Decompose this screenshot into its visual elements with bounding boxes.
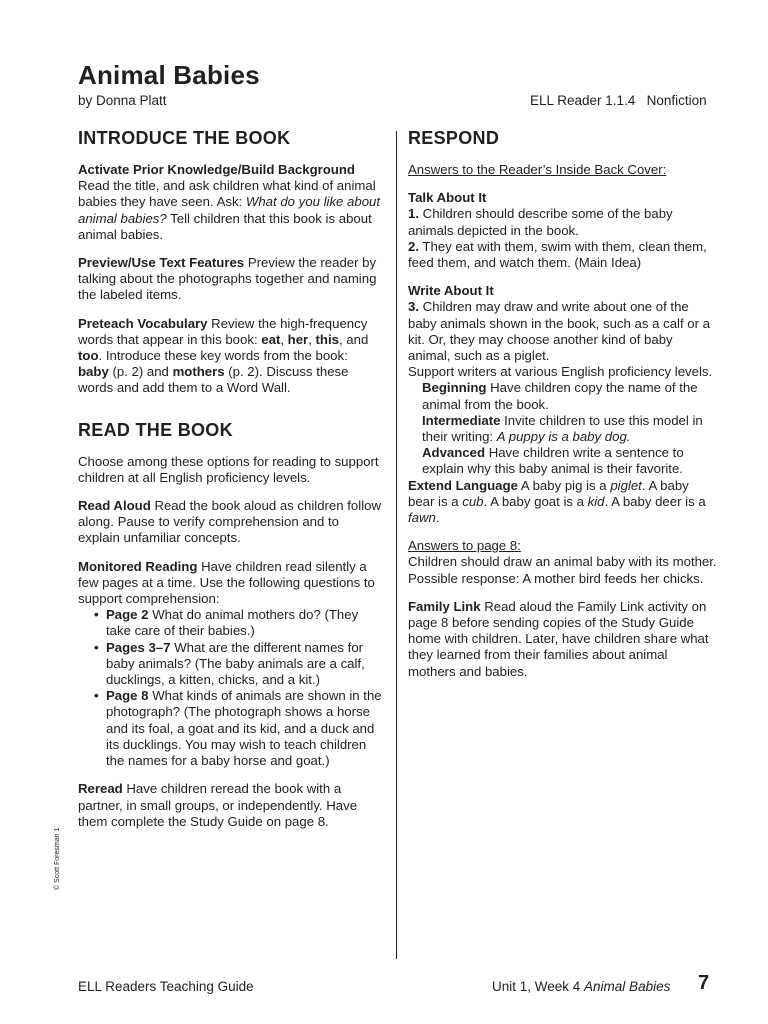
left-column (78, 127, 382, 842)
talk-answer-1: Children should describe some of the baby animals depicted in the book. (408, 206, 673, 238)
monitored-label: Monitored Reading (78, 558, 198, 574)
extend-word: kid (587, 493, 605, 509)
activate-paragraph (78, 162, 382, 243)
bullet-dot: • (94, 607, 99, 623)
right-column (408, 127, 718, 692)
intermediate-label: Intermediate (422, 412, 501, 428)
extend-paragraph (408, 478, 718, 527)
family-text: Read aloud the Family Link activity on page 8 before sending copies of the Study Guide home with children. Later, have children share what they learned from their families about animal mothers and babies. (408, 598, 709, 679)
bullet-text: What kinds of animals are shown in the photograph? (The photograph shows a horse and its foal, a goat and its kid, and a duck and its ducklings. You may wish to teach children the names for a baby horse and goat.) (106, 688, 382, 769)
vocab-word: this (315, 331, 339, 347)
bullet-dot: • (94, 639, 99, 655)
read-intro: Choose among these options for reading to support children at all English proficiency levels. (78, 453, 379, 485)
key-word: baby (78, 364, 109, 380)
item-number: 1. (408, 206, 419, 222)
write-heading: Write About It (408, 283, 494, 299)
intermediate-text: Invite children to use this model in their writing: (422, 412, 703, 445)
monitored-paragraph (78, 559, 382, 608)
bullet-dot: • (94, 688, 99, 704)
support-text: Support writers at various English proficiency levels. (408, 364, 713, 380)
extend-word: fawn (408, 510, 436, 526)
page8-answer: Children should draw an animal baby with its mother. Possible response: A mother bird feeds her chicks. (408, 554, 717, 586)
extend-word: piglet (610, 477, 642, 493)
item-number: 3. (408, 299, 419, 315)
extend-text: A baby pig is a (517, 477, 611, 493)
bullet-label: Page 2 (106, 607, 149, 623)
read-heading: READ THE BOOK (78, 419, 233, 440)
reread-label: Reread (78, 781, 123, 797)
preteach-sep: , (308, 331, 316, 347)
preteach-label: Preteach Vocabulary (78, 315, 208, 331)
question-bullet (78, 607, 382, 639)
copyright-notice: © Scott Foresman 1 (54, 827, 61, 890)
answers-label: Answers to the Reader’s Inside Back Cover: (408, 162, 667, 177)
preteach-sep: , (280, 331, 288, 347)
monitored-text: Have children read silently a few pages at a time. Use the following questions to support comprehension: (78, 558, 375, 607)
page8-section (408, 538, 718, 587)
write-section (408, 283, 718, 380)
advanced-level (422, 445, 718, 477)
bullet-label: Pages 3–7 (106, 639, 171, 655)
extend-text: . A baby deer is a (604, 493, 706, 509)
extend-label: Extend Language (408, 477, 518, 493)
preteach-paragraph (78, 316, 382, 397)
read-aloud-text: Read the book aloud as children follow along. Pause to verify comprehension and to explain unfamiliar concepts. (78, 498, 381, 546)
respond-heading: RESPOND (408, 128, 500, 148)
author-byline: by Donna Platt (78, 93, 167, 108)
page-number: 7 (698, 972, 710, 994)
extend-word: cub (462, 493, 484, 509)
talk-answer-2: They eat with them, swim with them, clean them, feed them, and watch them. (Main Idea) (408, 238, 707, 271)
vocab-word: eat (261, 331, 281, 347)
answers-page8-label: Answers to page 8: (408, 538, 521, 554)
vocab-word: her (287, 331, 309, 347)
footer-unit-label: Unit 1, Week 4 (492, 979, 585, 994)
write-answer-3: Children may draw and write about one of the baby animals shown in the book, such as a calf or a kit. Or, they may choose another kind of baby animal, such as a piglet. (408, 299, 711, 364)
extend-text: . A baby bear is a (408, 477, 689, 509)
footer-unit-title: Animal Babies (584, 979, 671, 994)
preteach-sep: , and (338, 331, 369, 347)
advanced-label: Advanced (422, 445, 486, 461)
footer-guide-title: ELL Readers Teaching Guide (78, 979, 254, 994)
extend-text: . A baby goat is a (483, 493, 588, 509)
read-aloud-label: Read Aloud (78, 498, 151, 514)
beginning-text: Have children copy the name of the animal from the book. (422, 380, 698, 412)
beginning-label: Beginning (422, 380, 487, 396)
talk-section (408, 190, 718, 271)
question-bullet (78, 640, 382, 689)
column-divider (396, 131, 397, 959)
reader-identifier: ELL Reader 1.1.4 Nonfiction (530, 93, 707, 108)
reread-paragraph (78, 781, 382, 830)
activate-label: Activate Prior Knowledge/Build Background (78, 162, 355, 177)
read-aloud-paragraph (78, 498, 382, 547)
activate-question: What do you like about animal babies? (78, 194, 381, 226)
preview-paragraph (78, 255, 382, 304)
preview-text: Preview the reader by talking about the photographs together and naming the labeled items. (78, 255, 377, 303)
bullet-text: What are the different names for baby animals? (The baby animals are a calf, ducklings, a kitten, chicks, and a kit.) (106, 639, 365, 688)
bullet-text: What do animal mothers do? (They take care of their babies.) (106, 607, 359, 639)
question-bullet (78, 688, 382, 769)
page-title: Animal Babies (78, 60, 260, 90)
bullet-label: Page 8 (106, 688, 149, 704)
preview-label: Preview/Use Text Features (78, 255, 245, 271)
vocab-word: too (78, 348, 99, 364)
preteach-text: (p. 2) and (108, 364, 173, 380)
reread-text: Have children reread the book with a partner, in small groups, or independently. Have them complete the Study Guide on page 8. (78, 781, 358, 829)
advanced-text: Have children write a sentence to explain why this baby animal is their favorite. (422, 445, 684, 477)
preteach-text: . Introduce these key words from the book: (98, 348, 348, 364)
talk-heading: Talk About It (408, 190, 487, 206)
intermediate-model: A puppy is a baby dog. (496, 429, 631, 445)
extend-text: . (435, 510, 440, 526)
preteach-text: Review the high-frequency words that appear in this book: (78, 315, 368, 347)
preteach-text: (p. 2). Discuss these words and add them to a Word Wall. (78, 364, 349, 396)
key-word: mothers (172, 364, 225, 380)
family-paragraph (408, 599, 718, 680)
activate-text: Read the title, and ask children what kind of animal babies they have seen. Ask: (78, 178, 376, 210)
introduce-heading: INTRODUCE THE BOOK (78, 128, 291, 148)
intermediate-level (422, 413, 718, 445)
footer-unit (492, 979, 670, 994)
activate-text-end: Tell children that this book is about animal babies. (78, 210, 372, 242)
item-number: 2. (408, 238, 419, 254)
beginning-level (422, 380, 718, 412)
family-label: Family Link (408, 598, 481, 614)
